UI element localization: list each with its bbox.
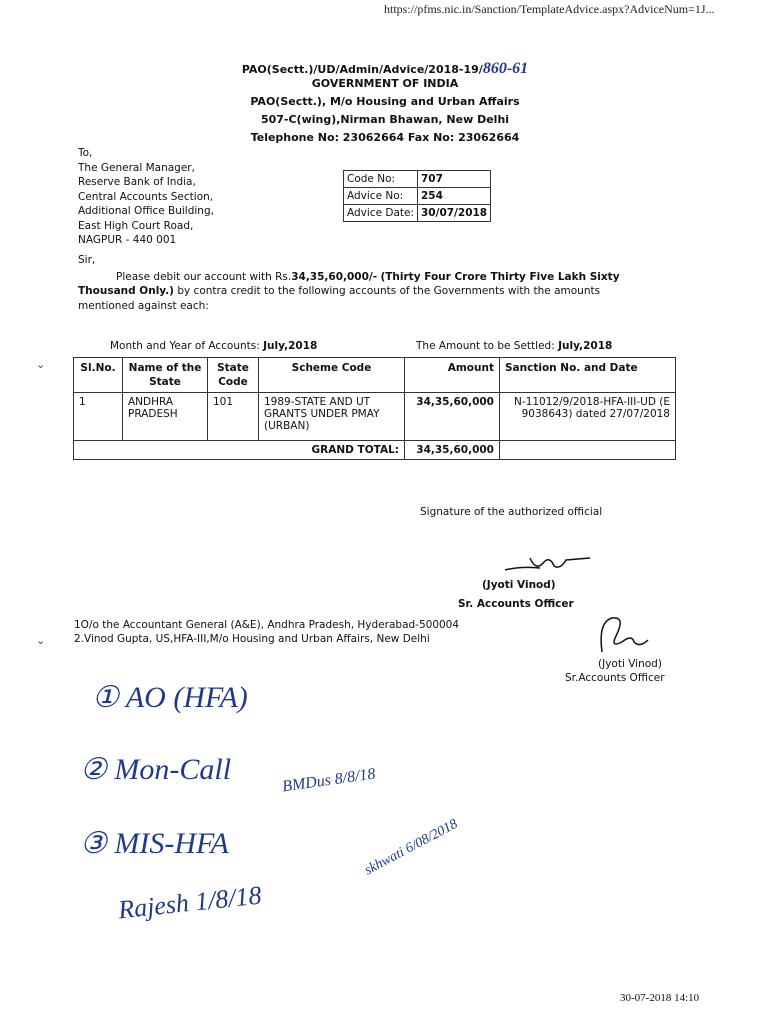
col-header-state-code: State Code (208, 358, 259, 393)
grand-total-label: GRAND TOTAL: (74, 441, 405, 460)
advice-code-table (343, 170, 491, 222)
address-line: The General Manager, (78, 161, 195, 174)
address-line: East High Court Road, (78, 219, 194, 232)
margin-mark: ⌄ (36, 634, 46, 647)
advice-label: Advice No: (344, 188, 418, 205)
advice-row (344, 188, 491, 205)
grand-total-row (74, 441, 676, 460)
date-value: 30/07/2018 (418, 205, 491, 222)
table-header-row (74, 358, 676, 393)
cell-sanction: N-11012/9/2018-HFA-III-UD (E 9038643) dated 27/07/2018 (500, 393, 676, 441)
col-header-slno: Sl.No. (74, 358, 123, 393)
letter-body (78, 254, 648, 313)
office-address: 507-C(wing),Nirman Bhawan, New Delhi (260, 113, 510, 126)
recipient-address (78, 146, 214, 248)
col-header-scheme: Scheme Code (259, 358, 405, 393)
reference-prefix: PAO(Sectt.)/UD/Admin/Advice/2018-19/ (241, 63, 483, 76)
code-row (344, 171, 491, 188)
office-phone: Telephone No: 23062664 Fax No: 23062664 (250, 131, 520, 144)
month-of-accounts (110, 340, 317, 352)
address-line: Reserve Bank of India, (78, 176, 196, 188)
signatory2-designation: Sr.Accounts Officer (565, 672, 665, 684)
cell-amount: 34,35,60,000 (405, 393, 500, 441)
signatory-name: (Jyoti Vinod) (482, 579, 556, 591)
handwritten-signature-1 (500, 552, 600, 580)
settle-value: July,2018 (558, 340, 613, 352)
col-header-amount: Amount (405, 358, 500, 393)
print-timestamp: 30-07-2018 14:10 (620, 992, 700, 1004)
handwritten-initials: Rajesh 1/8/18 (116, 880, 263, 925)
to-label: To, (78, 147, 93, 159)
address-line: Additional Office Building, (78, 205, 214, 217)
cell-state: ANDHRA PRADESH (123, 393, 208, 441)
cell-slno: 1 (74, 393, 123, 441)
month-value: July,2018 (263, 340, 318, 352)
body-paragraph (78, 270, 648, 314)
settle-label: The Amount to be Settled: (416, 340, 555, 352)
amount-in-words: (Thirty Four Crore Thirty Five Lakh Sixty Thousand Only.) (78, 270, 620, 297)
reference-handwritten: 860-61 (482, 60, 529, 77)
col-header-state: Name of the State (123, 358, 208, 393)
handwritten-item-1: ① AO (HFA) (92, 681, 248, 714)
cc-item: 2.Vinod Gupta, US,HFA-III,M/o Housing and Urban Affairs, New Delhi (74, 633, 430, 645)
month-label: Month and Year of Accounts: (110, 340, 260, 352)
handwritten-item-3: ③ MIS-HFA (80, 827, 229, 860)
copy-to-list (74, 618, 459, 646)
signatory-designation: Sr. Accounts Officer (458, 598, 574, 610)
cc-item: 1O/o the Accountant General (A&E), Andhra Pradesh, Hyderabad-500004 (74, 619, 460, 631)
handwritten-note: skhwati 6/08/2018 (362, 816, 461, 879)
handwritten-signature-2 (592, 612, 652, 658)
signatory2-name: (Jyoti Vinod) (598, 658, 662, 670)
handwritten-item-2-note: BMDus 8/8/18 (281, 765, 377, 796)
address-line: NAGPUR - 440 001 (78, 234, 177, 246)
government-title: GOVERNMENT OF INDIA (311, 77, 459, 90)
advice-value: 254 (418, 188, 491, 205)
code-label: Code No: (344, 171, 418, 188)
cell-state-code: 101 (208, 393, 259, 441)
code-value: 707 (418, 171, 491, 188)
accounts-table (73, 357, 676, 460)
body-text-1: Please debit our account with Rs. (116, 270, 292, 283)
reference-number (0, 60, 770, 78)
salutation: Sir, (78, 254, 96, 266)
table-row (74, 393, 676, 441)
cell-scheme: 1989-STATE AND UT GRANTS UNDER PMAY (URBAN) (259, 393, 405, 441)
amount-settled (416, 340, 612, 352)
empty-cell (500, 441, 676, 460)
col-header-sanction: Sanction No. and Date (500, 358, 676, 393)
url-text: https://pfms.nic.in/Sanction/TemplateAdvice.aspx?AdviceNum=1J... (384, 2, 715, 16)
address-line: Central Accounts Section, (78, 190, 214, 203)
handwritten-item-2: ② Mon-Call (80, 753, 232, 786)
body-text-2: by contra credit to the following accounts of the Governments with the amounts mentioned against each: (78, 285, 601, 312)
date-label: Advice Date: (344, 205, 418, 222)
office-name: PAO(Sectt.), M/o Housing and Urban Affairs (250, 95, 520, 108)
debit-amount: 34,35,60,000/- (291, 270, 378, 283)
signature-label: Signature of the authorized official (420, 506, 603, 518)
grand-total-value: 34,35,60,000 (405, 441, 500, 460)
margin-mark: ⌄ (36, 358, 46, 371)
date-row (344, 205, 491, 222)
